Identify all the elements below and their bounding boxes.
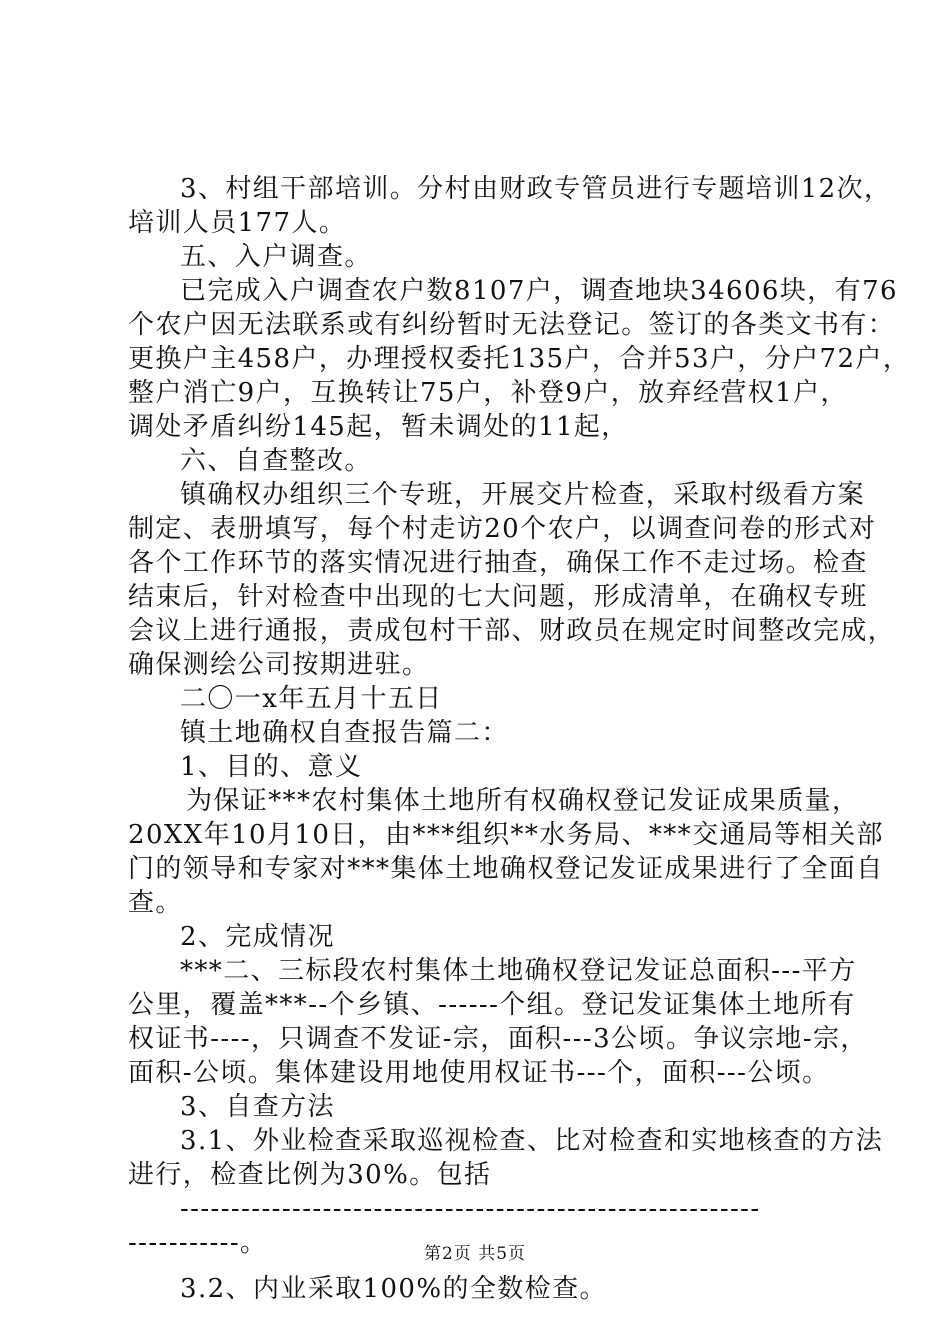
- text-line: 查。: [128, 888, 183, 918]
- text-line: 20XX年10月10日，由***组织**水务局、***交通局等相关部: [128, 820, 884, 850]
- text-line: 各个工作环节的落实情况进行抽查，确保工作不走过场。检查: [128, 548, 868, 578]
- text-line: 更换户主458户，办理授权委托135户，合并53户，分户72户，: [128, 344, 911, 374]
- text-line: 3、自查方法: [180, 1092, 335, 1122]
- text-line: 制定、表册填写，每个村走访20个农户，以调查问卷的形式对: [128, 514, 877, 544]
- text-line: 结束后，针对检查中出现的七大问题，形成清单，在确权专班: [128, 582, 868, 612]
- text-line: 调处矛盾纠纷145起，暂未调处的11起，: [128, 412, 629, 442]
- text-line: 进行，检查比例为30%。包括: [128, 1160, 492, 1190]
- text-line: 门的领导和专家对***集体土地确权登记发证成果进行了全面自: [128, 854, 884, 884]
- text-line: 1、目的、意义: [180, 752, 363, 782]
- text-line: 整户消亡9户，互换转让75户，补登9户，放弃经营权1户，: [128, 378, 848, 408]
- text-line: 权证书----，只调查不发证-宗，面积---3公顷。争议宗地-宗，: [128, 1024, 868, 1054]
- text-line: 为保证***农村集体土地所有权确权登记发证成果质量，: [186, 786, 860, 816]
- text-line: 五、入户调查。: [180, 242, 372, 272]
- text-line: 面积-公顷。集体建设用地使用权证书---个，面积---公顷。: [128, 1058, 830, 1088]
- text-line: 已完成入户调查农户数8107户，调查地块34606块，有76: [180, 276, 898, 306]
- text-line: 六、自查整改。: [180, 446, 372, 476]
- text-line: 3.2、内业采取100%的全数检查。: [180, 1274, 607, 1304]
- text-line: 培训人员177人。: [128, 208, 347, 238]
- document-body: [128, 172, 911, 1306]
- text-line: 2、完成情况: [180, 922, 335, 952]
- text-line: 二〇一x年五月十五日: [180, 684, 443, 714]
- text-line: 镇土地确权自查报告篇二：: [180, 718, 509, 748]
- text-line: 镇确权办组织三个专班，开展交片检查，采取村级看方案: [180, 480, 866, 510]
- text-line: 3.1、外业检查采取巡视检查、比对检查和实地核查的方法: [180, 1126, 884, 1156]
- text-line: 3、村组干部培训。分村由财政专管员进行专题培训12次，: [180, 174, 892, 204]
- text-line: -----------。: [128, 1228, 268, 1258]
- text-line: 会议上进行通报，责成包村干部、财政员在规定时间整改完成，: [128, 616, 896, 646]
- text-line: ***二、三标段农村集体土地确权登记发证总面积---平方: [180, 956, 857, 986]
- text-line: 公里，覆盖***--个乡镇、------个组。登记发证集体土地所有: [128, 990, 856, 1020]
- text-line: 个农户因无法联系或有纠纷暂时无法登记。签订的各类文书有：: [128, 310, 896, 340]
- text-line: ---------------------------------------------------------: [180, 1194, 761, 1224]
- page-footer: 第2页 共5页: [423, 1244, 527, 1264]
- text-line: 确保测绘公司按期进驻。: [128, 650, 430, 680]
